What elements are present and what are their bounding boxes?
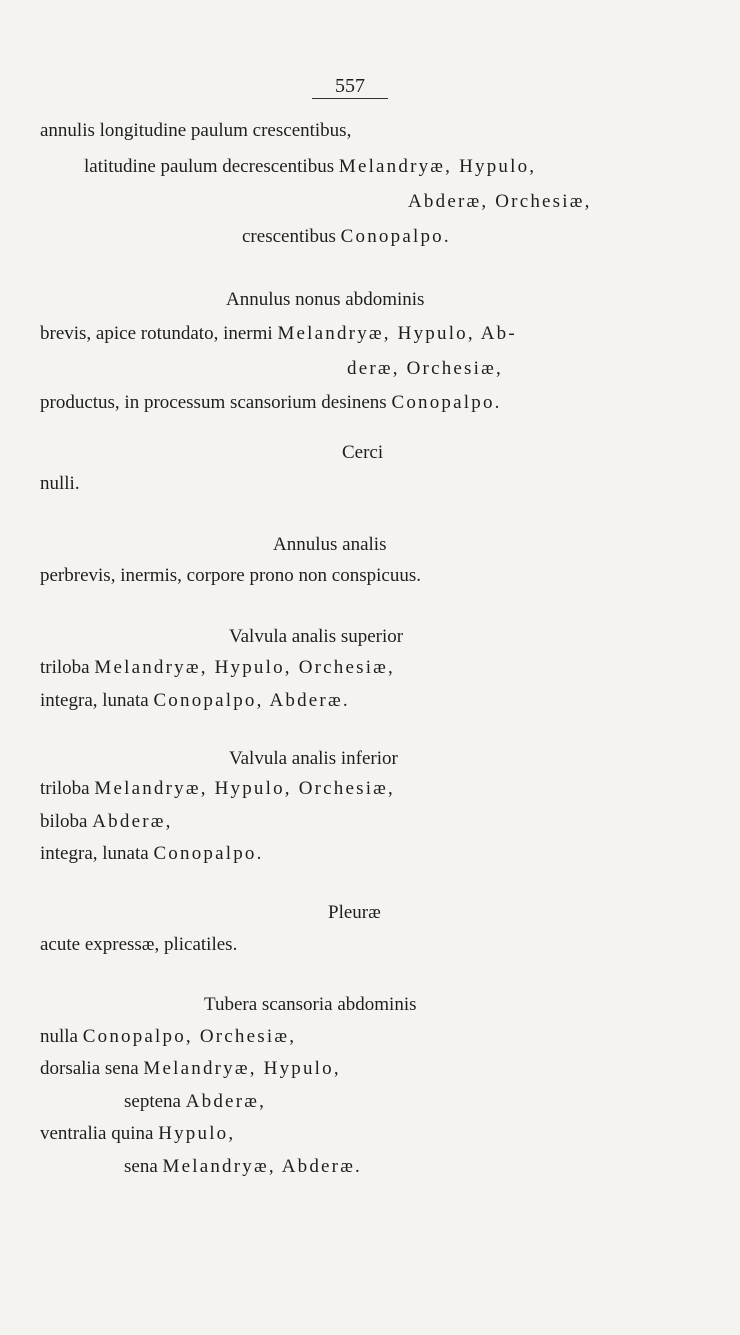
intro-line-2-names: Melandryæ, Hypulo, [338,156,537,177]
valvula-inferior-line-3-text: integra, lunata [40,843,149,864]
annulus-nonus-line-3-names: Conopalpo. [391,392,502,413]
tubera-line-1-text: nulla [40,1026,78,1047]
valvula-superior-line-2-names: Conopalpo, Abderæ. [153,690,350,711]
cerci-text: nulli. [40,473,80,494]
tubera-line-5 [124,1155,362,1179]
valvula-inferior-line-1-names: Melandryæ, Hypulo, Orchesiæ, [94,778,396,799]
tubera-line-4 [40,1122,235,1146]
section-heading-cerci: Cerci [342,442,384,463]
valvula-inferior-line-2-names: Abderæ, [92,811,173,832]
valvula-superior-line-1 [40,656,395,680]
intro-line-3: Abderæ, Orchesiæ, [408,191,592,212]
section-heading-valvula-superior: Valvula analis superior [229,626,404,647]
tubera-line-3 [124,1090,266,1114]
tubera-line-3-text: septena [124,1091,181,1112]
section-heading-tubera: Tubera scansoria abdominis [204,994,417,1015]
annulus-analis-text: perbrevis, inermis, corpore prono non conspicuus. [40,565,421,586]
annulus-nonus-line-3-text: productus, in processum scansorium desinens [40,392,387,413]
valvula-inferior-line-2-text: biloba [40,811,88,832]
tubera-line-2-text: dorsalia sena [40,1058,139,1079]
intro-line-4-text: crescentibus [242,226,336,247]
tubera-line-2-names: Melandryæ, Hypulo, [143,1058,341,1079]
valvula-superior-line-2 [40,689,350,713]
valvula-superior-line-2-text: integra, lunata [40,690,149,711]
valvula-inferior-line-2 [40,810,173,834]
tubera-line-4-names: Hypulo, [158,1123,236,1144]
intro-line-2 [84,155,536,179]
valvula-superior-line-1-text: triloba [40,657,90,678]
intro-line-4-names: Conopalpo. [340,226,451,247]
valvula-superior-line-1-names: Melandryæ, Hypulo, Orchesiæ, [94,657,396,678]
section-heading-annulus-nonus: Annulus nonus abdominis [226,289,425,310]
section-heading-annulus-analis: Annulus analis [273,534,387,555]
annulus-nonus-line-3 [40,391,502,415]
pleurae-text: acute expressæ, plicatiles. [40,934,238,955]
section-heading-valvula-inferior: Valvula analis inferior [229,748,398,769]
page-number: 557 [312,74,388,99]
tubera-line-1-names: Conopalpo, Orchesiæ, [82,1026,297,1047]
annulus-nonus-line-1-names: Melandryæ, Hypulo, Ab- [277,323,517,344]
tubera-line-5-names: Melandryæ, Abderæ. [162,1156,363,1177]
section-heading-pleurae: Pleuræ [328,902,381,923]
valvula-inferior-line-1 [40,777,395,801]
tubera-line-4-text: ventralia quina [40,1123,154,1144]
valvula-inferior-line-3 [40,842,264,866]
valvula-inferior-line-3-names: Conopalpo. [153,843,264,864]
intro-line-1: annulis longitudine paulum crescentibus, [40,120,352,141]
tubera-line-3-names: Abderæ, [185,1091,267,1112]
valvula-inferior-line-1-text: triloba [40,778,90,799]
tubera-line-5-text: sena [124,1156,158,1177]
intro-line-4 [242,225,451,249]
annulus-nonus-line-2: deræ, Orchesiæ, [347,358,503,379]
tubera-line-2 [40,1057,341,1081]
annulus-nonus-line-1 [40,322,517,346]
tubera-line-1 [40,1025,296,1049]
annulus-nonus-line-1-text: brevis, apice rotundato, inermi [40,323,273,344]
intro-line-2-text: latitudine paulum decrescentibus [84,156,335,177]
